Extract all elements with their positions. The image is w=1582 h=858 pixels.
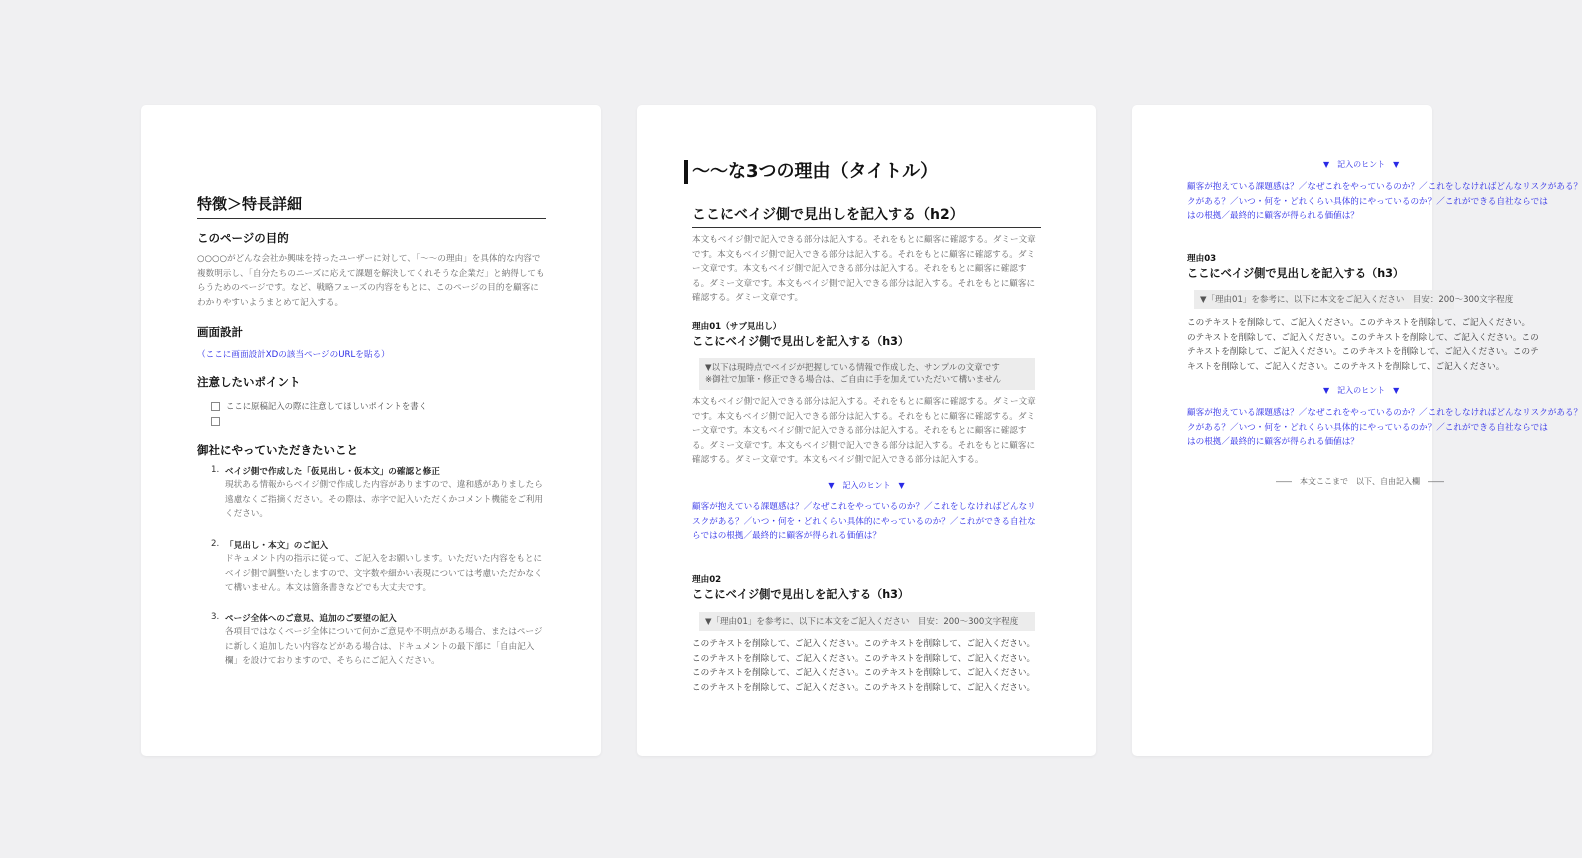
title-accent-bar <box>684 160 688 184</box>
todo-item <box>211 465 546 522</box>
instruction-note: ▼「理由01」を参考に、以下に本文をご記入ください 目安：200〜300文字程度 <box>705 617 1019 627</box>
document-page-3 <box>1132 105 1582 756</box>
hint-text-line: はの根拠／最終的に顧客が得られる価値は？ <box>1187 211 1359 222</box>
purpose-heading: このページの目的 <box>197 231 289 245</box>
todo-heading: 御社にやっていただきたいこと <box>197 443 358 457</box>
h2-divider <box>692 227 1041 228</box>
reason2-label: 理由02 <box>692 575 722 585</box>
design-heading: 画面設計 <box>197 325 243 339</box>
hint-text-line: クがある？／いつ・何を・どれくらい具体的にやっているのか？／これができる自社ならでは <box>1187 422 1548 433</box>
todo-number: 2. <box>211 539 220 549</box>
page-title: 特徴＞特長詳細 <box>197 195 303 213</box>
point-item-text: ここに原稿記入の際に注意してほしいポイントを書く <box>226 401 427 411</box>
hint-text-line: はの根拠／最終的に顧客が得られる価値は？ <box>1187 437 1359 448</box>
todo-title: 「見出し・本文」のご記入 <box>225 541 329 551</box>
reason3-text-line: キストを削除して、ご記入ください。このテキストを削除して、ご記入ください。 <box>1187 361 1505 372</box>
reason1-label: 理由01（サブ見出し） <box>692 322 782 332</box>
hint-text-line: 顧客が抱えている課題感は？／なぜこれをやっているのか？／これをしなければどんなリスクがある？ <box>1187 182 1582 192</box>
points-heading: 注意したいポイント <box>197 375 301 389</box>
todo-number: 1. <box>211 465 220 475</box>
checkbox[interactable] <box>211 417 220 426</box>
checkbox[interactable] <box>211 402 220 411</box>
todo-item <box>211 539 546 596</box>
instruction-note-box <box>699 612 1035 631</box>
todo-title: ベイジ側で作成した「仮見出し・仮本文」の確認と修正 <box>225 467 440 477</box>
point-item <box>211 400 427 412</box>
sample-note-line: ▼以下は現時点でベイジが把握している情報で作成した、サンプルの文章です <box>705 363 1000 373</box>
hint-label: ▼ 記入のヒント ▼ <box>1323 160 1400 169</box>
reason3-text-line: このテキストを削除して、ご記入ください。このテキストを削除して、ご記入ください。 <box>1187 318 1531 328</box>
reason3-text-line: のテキストを削除して、ご記入ください。このテキストを削除して、ご記入ください。この <box>1187 332 1539 343</box>
page-title: 〜〜な3つの理由（タイトル） <box>692 161 939 182</box>
point-item <box>211 416 226 426</box>
reason3-heading: ここにベイジ側で見出しを記入する（h3） <box>1187 267 1405 280</box>
purpose-text: ○○○○がどんな会社か興味を持ったユーザーに対して、「〜〜の理由」を具体的な内容で複数明示し、「自分たちのニーズに応えて課題を解決してくれそうな企業だ」と納得してもらうためのページです。など、戦略フェーズの内容をもとに、このページの目的を顧客にわかりやすいようまとめて記入する。 <box>197 254 545 308</box>
todo-text: 現状ある情報からベイジ側で作成した内容がありますので、違和感がありましたら遠慮なくご指摘ください。その際は、赤字で記入いただくかコメント機能をご利用ください。 <box>225 480 543 520</box>
hint-text <box>1187 406 1582 450</box>
reason3-text-line: テキストを削除して、ご記入ください。このテキストを削除して、ご記入ください。このテ <box>1187 347 1539 358</box>
hint-text-line: クがある？／いつ・何を・どれくらい具体的にやっているのか？／これができる自社ならでは <box>1187 196 1548 207</box>
heading-h2: ここにベイジ側で見出しを記入する（h2） <box>692 207 964 223</box>
reason3-label: 理由03 <box>1187 254 1217 264</box>
reason1-text: 本文もベイジ側で記入できる部分は記入する。それをもとに顧客に確認する。ダミー文章です。本文もベイジ側で記入できる部分は記入する。それをもとに顧客に確認する。ダミー文章です。本文もベイジ側で記入できる部分は記入する。それをもとに顧客に確認する。ダミー文章です。本文もベイジ側で記入できる部分は記入する。それをもとに顧客に確認する。ダミー文章です。本文もベイジ側で記入できる部分は記入する。 <box>692 397 1036 466</box>
document-page-1 <box>141 105 601 756</box>
document-page-2 <box>637 105 1096 756</box>
todo-text: 各項目ではなくページ全体について何かご意見や不明点がある場合、またはページに新しく追加したい内容などがある場合は、ドキュメントの最下部に「自由記入欄」を設けておりますので、そちらにご記入ください。 <box>225 627 543 667</box>
todo-item <box>211 612 546 669</box>
end-of-body-marker: ―― 本文ここまで 以下、自由記入欄 ―― <box>1276 477 1444 486</box>
sample-note-line: ※御社で加筆・修正できる場合は、ご自由に手を加えていただいて構いません <box>705 375 1002 385</box>
hint-label: ▼ 記入のヒント ▼ <box>1323 386 1400 395</box>
reason2-heading: ここにベイジ側で見出しを記入する（h3） <box>692 588 910 601</box>
todo-text: ドキュメント内の指示に従って、ご記入をお願いします。いただいた内容をもとにベイジ側で調整いたしますので、文字数や細かい表現については考慮いただかなくて構いません。本文は箇条書きなどでも大丈夫です。 <box>225 554 543 594</box>
hint-text-line: 顧客が抱えている課題感は？／なぜこれをやっているのか？／これをしなければどんなリスクがある？ <box>1187 408 1582 418</box>
design-url-link[interactable]: （ここに画面設計XDの該当ページのURLを貼る） <box>197 350 390 360</box>
instruction-note: ▼「理由01」を参考に、以下に本文をご記入ください 目安：200〜300文字程度 <box>1200 295 1514 305</box>
reason3-text <box>1187 316 1539 374</box>
todo-number: 3. <box>211 612 220 622</box>
reason2-text: このテキストを削除して、ご記入ください。このテキストを削除して、ご記入ください。このテキストを削除して、ご記入ください。このテキストを削除して、ご記入ください。このテキストを削除して、ご記入ください。このテキストを削除して、ご記入ください。このテキストを削除して、ご記入ください。このテキストを削除して、ご記入ください。 <box>692 639 1036 693</box>
todo-title: ページ全体へのご意見、追加のご要望の記入 <box>225 614 397 624</box>
hint-label: ▼ 記入のヒント ▼ <box>828 481 905 490</box>
sample-note-box <box>699 358 1035 390</box>
reason1-heading: ここにベイジ側で見出しを記入する（h3） <box>692 335 910 348</box>
hint-text: 顧客が抱えている課題感は？／なぜこれをやっているのか？／これをしなければどんなリスクがある？／いつ・何を・どれくらい具体的にやっているのか？／これができる自社ならではの根拠／最終的に顧客が得られる価値は？ <box>692 502 1036 542</box>
title-divider <box>197 218 546 219</box>
intro-text: 本文もベイジ側で記入できる部分は記入する。それをもとに顧客に確認する。ダミー文章です。本文もベイジ側で記入できる部分は記入する。それをもとに顧客に確認する。ダミー文章です。本文もベイジ側で記入できる部分は記入する。それをもとに顧客に確認する。ダミー文章です。本文もベイジ側で記入できる部分は記入する。それをもとに顧客に確認する。ダミー文章です。 <box>692 235 1036 304</box>
instruction-note-box <box>1194 290 1514 309</box>
hint-text <box>1187 180 1582 224</box>
